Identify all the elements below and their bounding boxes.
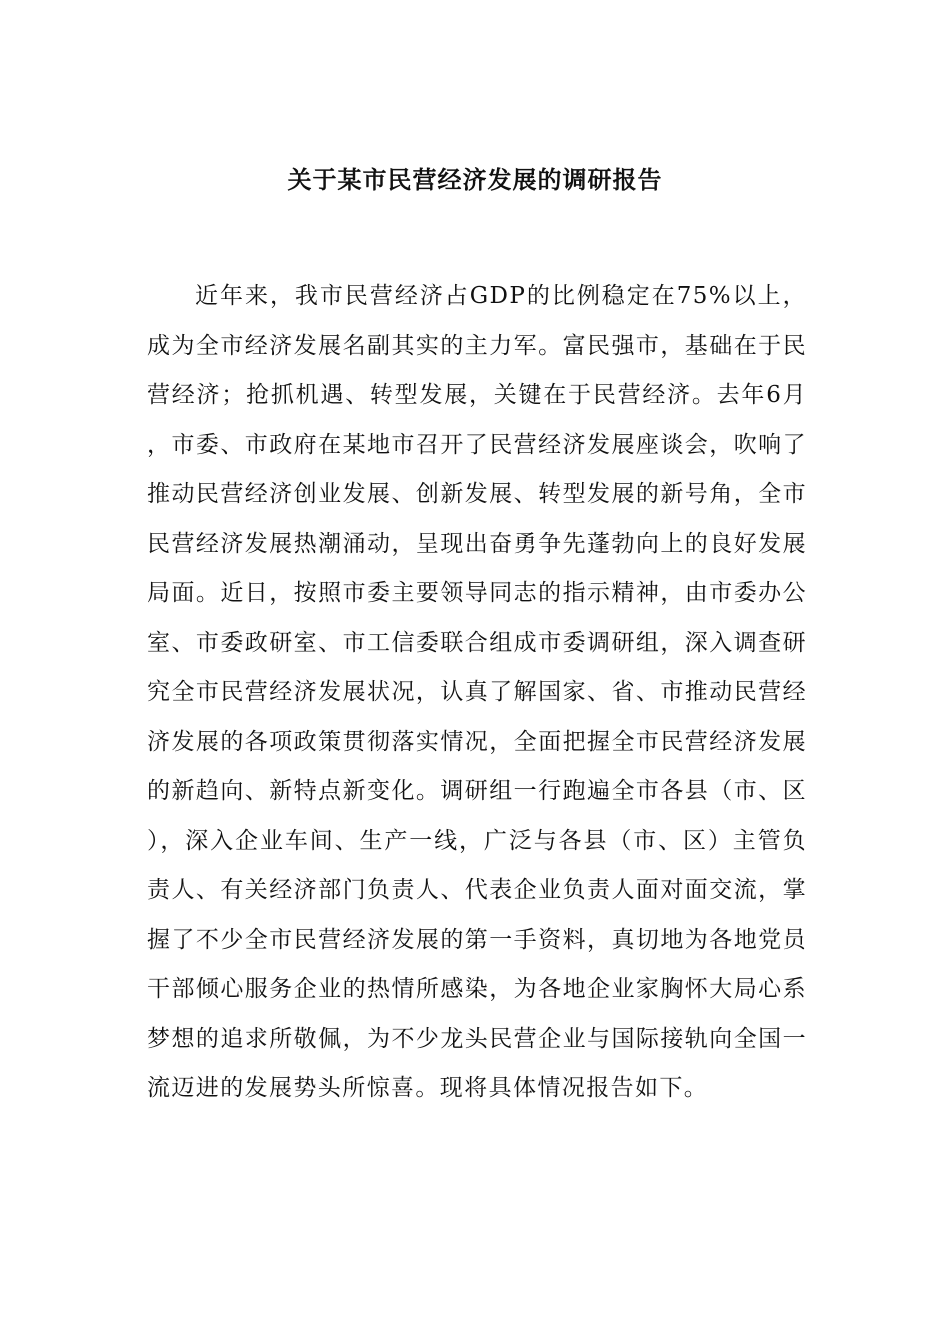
document-body [147, 272, 807, 1114]
body-paragraph: 近年来，我市民营经济占GDP的比例稳定在75%以上，成为全市经济发展名副其实的主力军。富民强市，基础在于民营经济；抢抓机遇、转型发展，关键在于民营经济。去年6月，市委、市政府在某地市召开了民营经济发展座谈会，吹响了推动民营经济创业发展、创新发展、转型发展的新号角，全市民营经济发展热潮涌动，呈现出奋勇争先蓬勃向上的良好发展局面。近日，按照市委主要领导同志的指示精神，由市委办公室、市委政研室、市工信委联合组成市委调研组，深入调查研究全市民营经济发展状况，认真了解国家、省、市推动民营经济发展的各项政策贯彻落实情况，全面把握全市民营经济发展的新趋向、新特点新变化。调研组一行跑遍全市各县（市、区），深入企业车间、生产一线，广泛与各县（市、区）主管负责人、有关经济部门负责人、代表企业负责人面对面交流，掌握了不少全市民营经济发展的第一手资料，真切地为各地党员干部倾心服务企业的热情所感染，为各地企业家胸怀大局心系梦想的追求所敬佩，为不少龙头民营企业与国际接轨向全国一流迈进的发展势头所惊喜。现将具体情况报告如下。 [147, 283, 807, 1101]
document-title: 关于某市民营经济发展的调研报告 [287, 165, 663, 194]
